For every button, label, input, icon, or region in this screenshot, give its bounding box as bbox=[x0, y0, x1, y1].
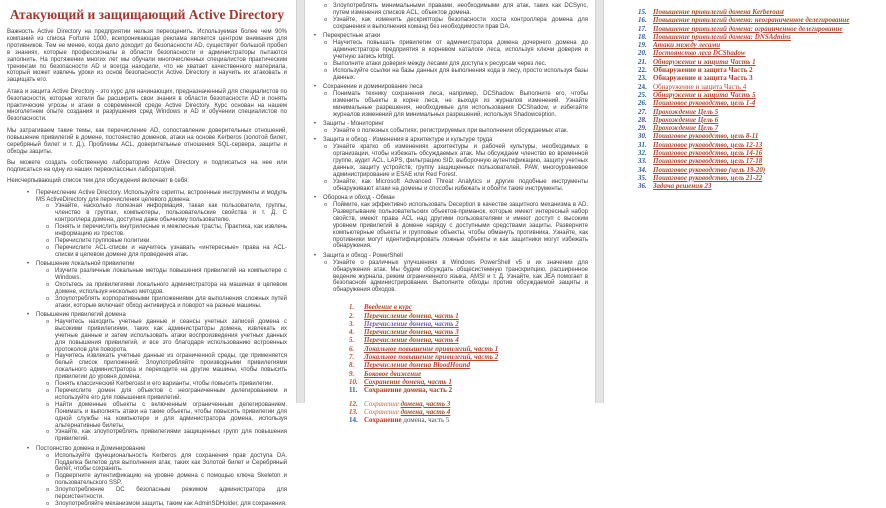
toc-item-link-text[interactable]: Прохождение Цель 6 bbox=[653, 115, 719, 124]
topic-text: Перекрестные атаки bbox=[323, 33, 381, 40]
topics-bullet-list-page1 bbox=[7, 190, 287, 508]
bullet-marker-icon: o bbox=[46, 400, 50, 408]
bullet-marker-icon: • bbox=[27, 261, 30, 268]
toc-item-number: 5. bbox=[349, 336, 355, 345]
bullet-marker-icon: o bbox=[46, 236, 50, 244]
topic-sub-bullet bbox=[7, 296, 287, 310]
topic-sub-bullet bbox=[7, 224, 287, 238]
bullet-marker-icon: o bbox=[46, 500, 50, 507]
bullet-marker-icon: • bbox=[314, 33, 317, 40]
topic-text: Повышение привилегий домена bbox=[36, 312, 126, 319]
toc-item-link-text[interactable]: Локальное повышение привилегий, часть 2 bbox=[364, 353, 499, 362]
toc-item-link-text[interactable]: Перечисление домена, часть 4 bbox=[364, 336, 459, 345]
toc-item-19[interactable] bbox=[638, 41, 880, 49]
bullet-marker-icon: o bbox=[46, 387, 50, 394]
toc-item-number: 9. bbox=[349, 369, 355, 378]
toc-item-number: 24. bbox=[638, 82, 647, 91]
toc-item-7[interactable] bbox=[349, 353, 588, 361]
bullet-marker-icon: • bbox=[314, 195, 317, 202]
bullet-marker-icon: o bbox=[324, 126, 328, 134]
topic-text: Постоянство домена и Доминирование bbox=[36, 445, 146, 452]
toc-item-link-text[interactable]: Повышение привилегий домена Kerberoast bbox=[653, 8, 784, 16]
toc-item-link-text[interactable]: Сохранение домена, часть 1 bbox=[364, 377, 452, 386]
bullet-marker-icon: o bbox=[324, 177, 328, 185]
page-1 bbox=[0, 0, 296, 507]
toc-item-link-text[interactable]: Обнаружение и защита Часть 3 bbox=[653, 74, 753, 83]
intro-paragraph-4: Вы можете создать собственную лабораторию Active Directory и подписаться на нее или подписаться на одну из наших первоклассных лабораторий. bbox=[7, 159, 287, 173]
toc-item-number: 25. bbox=[638, 90, 647, 99]
page-separator-2 bbox=[595, 0, 604, 403]
toc-item-34[interactable] bbox=[638, 166, 880, 174]
toc-item-10[interactable] bbox=[349, 378, 588, 386]
toc-item-link-text[interactable]: Боковое движение bbox=[364, 369, 422, 378]
toc-item-link-text[interactable]: Пошаговое руководство, цель 8-11 bbox=[653, 132, 759, 141]
bullet-marker-icon: • bbox=[314, 137, 317, 144]
topic-text: Охотьтесь за привилегиями локального администратора на машинах в целевом домене, используя несколько методов. bbox=[55, 281, 287, 295]
toc-item-link-text[interactable]: домена, часть 4 bbox=[400, 407, 451, 416]
topic-sub-bullet bbox=[7, 381, 287, 388]
bullet-marker-icon: o bbox=[46, 280, 50, 288]
toc-item-21[interactable] bbox=[638, 58, 880, 66]
page-title: Атакующий и защищающий Active Directory bbox=[9, 7, 285, 22]
bullet-marker-icon: o bbox=[324, 200, 328, 208]
topic-text: Сохранение и доминирование леса bbox=[323, 83, 423, 90]
topic-sub-bullet bbox=[7, 487, 287, 501]
bullet-marker-icon: o bbox=[46, 317, 50, 325]
topic-sub-bullet bbox=[311, 40, 588, 61]
bullet-marker-icon: o bbox=[324, 89, 328, 97]
toc-item-number: 21. bbox=[638, 57, 647, 66]
topic-text: Повышение локальной привилегии bbox=[36, 261, 135, 268]
topic-text: Узнайте кратко об изменениях архитектуры и рабочей культуры, необходимых в организации, чтобы избежать обсуждаемых атак. Мы обсуждаем членство во временной группе, аудит ACL, LAPS, фильтрацию SID, выборочную аутентификацию, защиту учетных данных, защиту устройств, группу защищенных пользователей, PAW, многоуровневое администрирование и ESAE или Red Forest. bbox=[333, 144, 588, 178]
toc-item-link-text[interactable]: Перечисление домена, часть 3 bbox=[364, 328, 459, 337]
intro-paragraph-1: Важность Active Directory на предприятии нельзя переоценить. Используемая более чем 90% компаний из списка Fortune 1000, всепроникающая реклама является центром внимания для противников. Тем не менее, когда дело доходит до безопасности AD, существует большой пробел в знаниях, которые профессионалы в области безопасности и администраторы пытаются заполнить. На протяжении многих лет мы обучали многочисленных специалистов практическим тренингам по безопасности AD и всегда находили, что не хватает качественного материала, который может извлечь уроки из основ безопасности Active Directory и научить их атаковать и защищать его. bbox=[7, 29, 287, 84]
topic-sub-bullet bbox=[7, 453, 287, 474]
bullet-marker-icon: o bbox=[46, 380, 50, 388]
toc-item-number: 8. bbox=[349, 361, 355, 370]
toc-item-number: 6. bbox=[349, 344, 355, 353]
toc-item-26[interactable] bbox=[638, 99, 880, 107]
bullet-marker-icon: • bbox=[27, 312, 30, 319]
topic-text: Перечисление Active Directory. Используйте скрипты, встроенные инструменты и модуль MS ActiveDirectory для перечисления целевого домена. bbox=[36, 189, 287, 203]
toc-item-14[interactable] bbox=[349, 416, 588, 424]
toc-item-20[interactable] bbox=[638, 49, 880, 57]
toc-item-4[interactable] bbox=[349, 328, 588, 336]
toc-item-30[interactable] bbox=[638, 132, 880, 140]
topics-list-intro: Неисчерпывающий список тем для обсуждения включает в себя: bbox=[7, 178, 189, 185]
topic-text: Узнайте о различных улучшениях в Windows PowerShell v5 и их значении для обнаружения атак. Мы будем обсуждать общесистемную транскрипцию, расширенное ведение журнала, режим ограниченного языка, AMSI и т. Д. Узнайте, как JEA помогает в безопасном администрировании. Выполните обходы против обсуждаемой защиты и обнаружения обходов. bbox=[333, 259, 588, 294]
toc-item-link-text[interactable]: Сохранение bbox=[364, 407, 401, 416]
topic-sub-bullet bbox=[311, 260, 588, 295]
toc-item-link-text[interactable]: Задача решения 23 bbox=[653, 182, 712, 191]
bullet-marker-icon: o bbox=[46, 428, 50, 436]
topic-bullet bbox=[311, 84, 588, 91]
toc-item-link-text[interactable]: Пошаговое руководство, цель 12-13 bbox=[653, 140, 763, 149]
topic-text: Выполните атаки доверия между лесами для доступа к ресурсам через лес. bbox=[333, 60, 547, 67]
toc-item-link-text[interactable]: Обнаружение и защита Часть 1 bbox=[653, 57, 756, 66]
topic-text: Узнайте о полезных событиях, регистрируемых при выполнении обсуждаемых атак. bbox=[333, 127, 569, 134]
toc-item-24[interactable] bbox=[638, 83, 880, 91]
topic-text: Научитесь извлекать учетные данные из ограниченной среды, где применяется белый список приложений. Злоупотребляйте производными привилегиями локального администратора и переходите на другие машины, чтобы повысить привилегии до уровня домена. bbox=[55, 353, 287, 381]
topic-sub-bullet bbox=[311, 128, 588, 135]
topic-text: Найти доменные объекты с включенным ограниченным делегированием. Понимать и выполнять атаки на такие объекты, чтобы повысить привилегии для одной службы на компьютере и для администратора домена, используя альтернативные билеты. bbox=[55, 401, 287, 429]
intro-paragraph-3: Мы затрагиваем такие темы, как перечисление AD, сопоставление доверительных отношений, повышение привилегий в домене, постоянство доменов, атаки на основе Kerberos (золотой билет, серебряный билет и т. Д.), Проблемы ACL, доверительные отношения SQL-сервера, защиты и обходы защиты. bbox=[7, 127, 287, 155]
topic-text: Защита и обход - Изменения в архитектуре и культуре труда bbox=[323, 137, 493, 144]
toc-item-number: 32. bbox=[638, 149, 647, 158]
topic-bullet bbox=[311, 33, 588, 40]
page-3 bbox=[604, 0, 886, 403]
topic-text: Узнайте, как злоупотреблять привилегиями защищенных групп для повышения привилегий. bbox=[55, 429, 287, 443]
topic-sub-bullet bbox=[7, 245, 287, 259]
toc-item-32[interactable] bbox=[638, 149, 880, 157]
toc-item-link-text[interactable]: Прохождение Цель 5 bbox=[653, 107, 719, 116]
toc-item-number: 7. bbox=[349, 353, 355, 362]
topic-bullet bbox=[7, 446, 287, 453]
topics-bullet-list-page2 bbox=[311, 3, 588, 294]
bullet-marker-icon: o bbox=[324, 39, 328, 47]
topic-sub-bullet bbox=[7, 268, 287, 282]
toc-item-number: 4. bbox=[349, 328, 355, 337]
toc-item-1[interactable] bbox=[349, 303, 588, 311]
toc-item-8[interactable] bbox=[349, 361, 588, 369]
course-toc-items-1-14 bbox=[349, 303, 588, 424]
toc-item-number: 34. bbox=[638, 165, 647, 174]
toc-item-link-text[interactable]: Сохранение bbox=[364, 416, 404, 425]
topic-text: Перечислите домен для объектов с неограниченным делегированием и используйте его для повышения привилегий. bbox=[55, 388, 287, 401]
toc-item-link-text[interactable]: Повышение привилегий домена: ограниченное делегирование bbox=[653, 24, 843, 33]
bullet-marker-icon: o bbox=[46, 223, 50, 231]
topic-text: Узнайте, как изменить дескрипторы безопасности хоста контроллера домена для сохранения и выполнения команд без необходимости прав DA. bbox=[333, 16, 588, 30]
topic-bullet bbox=[311, 195, 588, 202]
topic-bullet bbox=[311, 121, 588, 128]
topic-text: Понимать технику сохранения леса, например, DCShadow. Выполните его, чтобы изменить объекты в корне леса, не выходя из журналов изменений. Узнайте минимальные разрешения, необходимые для использования DCShadow, и избегайте журналов изменений для минимальных разрешений, используя Shadowception. bbox=[333, 90, 588, 118]
toc-item-number: 28. bbox=[638, 115, 647, 124]
toc-item-number: 2. bbox=[349, 311, 355, 320]
bullet-marker-icon: • bbox=[314, 83, 317, 90]
topic-sub-bullet bbox=[7, 388, 287, 402]
toc-item-number: 17. bbox=[638, 24, 647, 33]
topic-text: Перечислите групповые политики. bbox=[55, 237, 151, 244]
toc-item-number: 3. bbox=[349, 319, 355, 328]
toc-item-number: 11. bbox=[349, 386, 358, 395]
topic-text: Перечислите ACL-списки и научитесь узнавать «интересные» права на ACL-списки в целевом домене для проведения атак. bbox=[55, 244, 287, 258]
toc-item-link-text[interactable]: Прохождение Цель 7 bbox=[653, 124, 719, 133]
toc-item-number: 26. bbox=[638, 99, 647, 108]
toc-item-number: 36. bbox=[638, 182, 647, 191]
toc-item-27[interactable] bbox=[638, 108, 880, 116]
topic-sub-bullet bbox=[311, 91, 588, 119]
topic-bullet bbox=[7, 190, 287, 204]
toc-item-number: 35. bbox=[638, 173, 647, 182]
toc-item-number: 18. bbox=[638, 32, 647, 41]
toc-item-number: 29. bbox=[638, 124, 647, 133]
page-2 bbox=[305, 0, 595, 425]
toc-item-35[interactable] bbox=[638, 174, 880, 182]
toc-item-number: 23. bbox=[638, 74, 647, 83]
topic-text: Оборона и обход - Обман bbox=[323, 195, 395, 202]
topic-text: Научитесь находить учетные данные и сеансы учетных записей домена с высокими привилегиями, таких как администраторы домена, извлекать их учетные данные и затем использовать атаки воспроизведения учетных данных для повышения привилегий, и все это благодаря использованию встроенных протоколов для поворота. bbox=[55, 318, 287, 353]
toc-item-number: 22. bbox=[638, 66, 647, 75]
topic-sub-bullet bbox=[7, 282, 287, 296]
toc-item-link-text[interactable]: Сохранение bbox=[364, 399, 401, 408]
bullet-marker-icon: o bbox=[324, 2, 328, 9]
bullet-marker-icon: o bbox=[46, 267, 50, 275]
topic-sub-bullet bbox=[7, 501, 287, 508]
toc-item-link-text[interactable]: Атаки между лесами bbox=[653, 41, 721, 50]
toc-item-number: 15. bbox=[638, 8, 647, 16]
topic-text: Злоупотреблять корпоративными приложениями для выполнения сложных путей атаки, которые включает обход антивируса и поворот на разные машины. bbox=[55, 295, 287, 309]
toc-item-12[interactable] bbox=[349, 400, 588, 408]
bullet-marker-icon: o bbox=[46, 451, 50, 459]
topic-text: Узнайте, насколько полезная информация, такая как пользователи, группы, членство в группах, компьютеры, пользовательские свойства и т. Д. С контроллера домена, доступна даже обычному пользователю. bbox=[55, 203, 287, 224]
course-toc-items-15-36 bbox=[638, 8, 880, 191]
toc-item-link-text[interactable]: Пошаговое руководство, цель 14-16 bbox=[653, 149, 763, 158]
topic-bullet bbox=[7, 312, 287, 319]
toc-item-number: 31. bbox=[638, 140, 647, 149]
topic-sub-bullet bbox=[311, 202, 588, 250]
toc-item-13[interactable] bbox=[349, 408, 588, 416]
topic-text: Используйте функциональность Kerberos для сохранения прав доступа DA. Подделка билетов для выполнения атак, таких как Золотой билет и Серебряный билет, чтобы сохранить. bbox=[55, 452, 287, 473]
toc-item-link-text[interactable]: Пошаговое руководство, цель 21-22 bbox=[653, 173, 763, 182]
bullet-marker-icon: o bbox=[46, 472, 50, 480]
toc-item-number: 16. bbox=[638, 16, 647, 25]
page-separator-1 bbox=[296, 0, 305, 403]
topic-text: Защита и обход - PowerShell bbox=[323, 252, 403, 259]
topic-text: Злоупотребляйте механизмом защиты, таким как AdminSDHolder, для сохранения. bbox=[55, 501, 287, 507]
bullet-marker-icon: o bbox=[324, 143, 328, 151]
toc-item-number: 10. bbox=[349, 377, 358, 386]
toc-item-link-text[interactable]: Обнаружение и защита Часть 2 bbox=[653, 66, 753, 75]
topic-bullet bbox=[311, 253, 588, 260]
topic-text: Изучите различные локальные методы повышения привилегий на компьютере с Windows. bbox=[55, 268, 287, 281]
toc-item-22[interactable] bbox=[638, 66, 880, 74]
topic-sub-bullet bbox=[7, 473, 287, 487]
toc-item-18[interactable] bbox=[638, 33, 880, 41]
topic-sub-bullet bbox=[311, 17, 588, 31]
topic-sub-bullet bbox=[7, 353, 287, 381]
topic-sub-bullet bbox=[311, 68, 588, 82]
toc-item-25[interactable] bbox=[638, 91, 880, 99]
topic-sub-bullet bbox=[7, 429, 287, 443]
toc-item-link-text[interactable]: Пошаговое руководство, цель 17-18 bbox=[653, 157, 763, 166]
toc-item-number: 30. bbox=[638, 132, 647, 141]
bullet-marker-icon: o bbox=[46, 294, 50, 302]
topic-text: Используйте ссылки на базы данных для выполнения кода в лесу, просто используя базы данных. bbox=[333, 67, 588, 81]
bullet-marker-icon: o bbox=[324, 258, 328, 266]
bullet-marker-icon: • bbox=[27, 189, 30, 196]
bullet-marker-icon: o bbox=[46, 202, 50, 210]
toc-item-link-text[interactable]: Локальное повышение привилегий, часть 1 bbox=[364, 344, 499, 353]
bullet-marker-icon: • bbox=[314, 252, 317, 259]
toc-item-28[interactable] bbox=[638, 116, 880, 124]
toc-item-number: 1. bbox=[349, 303, 355, 312]
toc-item-link-text[interactable]: Обнаружение и защита Часть 5 bbox=[653, 90, 756, 99]
topic-text: Понять классический Kerberoast и его варианты, чтобы повысить привилегии. bbox=[55, 381, 274, 388]
toc-item-number: 14. bbox=[349, 416, 358, 425]
toc-item-link-text[interactable]: домена, часть 5 bbox=[403, 416, 450, 425]
toc-item-29[interactable] bbox=[638, 124, 880, 132]
toc-item-23[interactable] bbox=[638, 74, 880, 82]
toc-item-link-text[interactable]: Обнаружение и защита Часть 4 bbox=[653, 82, 747, 91]
topic-sub-bullet bbox=[7, 203, 287, 224]
toc-item-3[interactable] bbox=[349, 320, 588, 328]
topic-text: Защиты - Мониторинг bbox=[323, 121, 384, 127]
topic-text: Узнайте, как Microsoft Advanced Threat Analytics и другие подобные инструменты обнаруживают атаки на домены и способы избежать и обойти такие инструменты. bbox=[333, 178, 588, 192]
topic-sub-bullet bbox=[311, 3, 588, 17]
topic-text: Злоупотребление DC безопасным режимом администратора для персистентности. bbox=[55, 487, 287, 501]
intro-paragraph-2: Атака и защита Active Directory - это курс для начинающих, предназначенный для специалистов по безопасности, которые хотели бы расширить свои знания в области безопасности AD и понять практические угрозы и атаки в современной среде Active Directory. Курс основан на нашем многолетнем опыте создания и разрушения сред Windows и AD и обучении специалистов по безопасности. bbox=[7, 88, 287, 123]
bullet-marker-icon: o bbox=[46, 486, 50, 494]
toc-item-number: 13. bbox=[349, 407, 358, 416]
toc-item-link-text[interactable]: Сохранение домена, часть 2 bbox=[364, 386, 453, 395]
toc-item-link-text[interactable]: Перечисление домена BloodHound bbox=[364, 361, 471, 370]
topic-sub-bullet bbox=[311, 61, 588, 68]
toc-item-6[interactable] bbox=[349, 345, 588, 353]
toc-item-number: 27. bbox=[638, 107, 647, 116]
toc-item-link-text[interactable]: Введение в курс bbox=[364, 303, 412, 312]
bullet-marker-icon: o bbox=[324, 59, 328, 67]
toc-item-link-text[interactable]: Постоянство леса DCShadow bbox=[653, 49, 746, 58]
toc-item-number: 19. bbox=[638, 41, 647, 50]
topic-text: Поймите, как эффективно использовать Deception в качестве защитного механизма в AD. Развертывание пользовательских объектов-приманок, которые имеют интересный набор свойств, имеют права ACL над другими пользователями и имеют доступ с высоким уровнем привилегий в домене наряду с доступными средствами защиты. Разверните компьютерные объекты и групповые объекты, чтобы обмануть противника. Узнайте, как противники могут идентифицировать ложные объекты и как защитники могут избежать обнаружения. bbox=[333, 201, 588, 250]
toc-item-5[interactable] bbox=[349, 336, 588, 344]
bullet-marker-icon: o bbox=[324, 66, 328, 74]
toc-item-link-text[interactable]: домена, часть 3 bbox=[400, 399, 451, 408]
bullet-marker-icon: • bbox=[314, 121, 317, 127]
topic-sub-bullet bbox=[7, 402, 287, 430]
toc-item-33[interactable] bbox=[638, 157, 880, 165]
topic-text: Научитесь повышать привилегии от администратора домена дочернего домена до администратора предприятия в корневом каталоге леса, используя ключи доверия и учетную запись krbtgt. bbox=[333, 40, 588, 60]
topic-sub-bullet bbox=[311, 179, 588, 193]
toc-item-link-text[interactable]: Перечисление домена, часть 1 bbox=[364, 311, 459, 320]
toc-item-17[interactable] bbox=[638, 25, 880, 33]
toc-item-number: 12. bbox=[349, 399, 358, 408]
toc-item-link-text[interactable]: Пошаговое руководство, цель 1-4 bbox=[653, 99, 756, 108]
bullet-marker-icon: o bbox=[324, 15, 328, 23]
toc-item-link-text[interactable]: Пошаговое руководство (цель 19-20) bbox=[653, 165, 766, 174]
toc-item-number: 20. bbox=[638, 49, 647, 58]
toc-item-link-text[interactable]: Повышение привилегий домена: неограниченное делегирование bbox=[653, 16, 850, 25]
topic-sub-bullet bbox=[311, 144, 588, 179]
toc-item-11[interactable] bbox=[349, 386, 588, 394]
toc-item-number: 33. bbox=[638, 157, 647, 166]
toc-item-36[interactable] bbox=[638, 182, 880, 190]
topic-text: Злоупотреблять минимальными правами, необходимыми для атак, таких как DCSync, путем изменения списков ACL, объектов домена. bbox=[333, 3, 588, 16]
toc-item-15[interactable] bbox=[638, 8, 880, 16]
bullet-marker-icon: o bbox=[46, 352, 50, 360]
toc-item-31[interactable] bbox=[638, 141, 880, 149]
toc-item-2[interactable] bbox=[349, 312, 588, 320]
toc-item-link-text[interactable]: Повышение привилегий домена: DNSAdmins bbox=[653, 32, 791, 41]
toc-item-link-text[interactable]: Перечисление домена, часть 2 bbox=[364, 319, 459, 328]
toc-item-16[interactable] bbox=[638, 16, 880, 24]
topic-sub-bullet bbox=[7, 319, 287, 354]
topic-text: Понять и перечислить внутрилесные и межлесные трасты. Практика, как извлечь информацию из трестов. bbox=[55, 224, 287, 238]
topic-sub-bullet bbox=[7, 238, 287, 245]
bullet-marker-icon: • bbox=[27, 445, 30, 452]
toc-item-9[interactable] bbox=[349, 370, 588, 378]
topic-text: Подвергните аутентификацию на уровне домена с помощью ключа Skeleton и пользовательского SSP. bbox=[55, 473, 287, 487]
bullet-marker-icon: o bbox=[46, 243, 50, 251]
